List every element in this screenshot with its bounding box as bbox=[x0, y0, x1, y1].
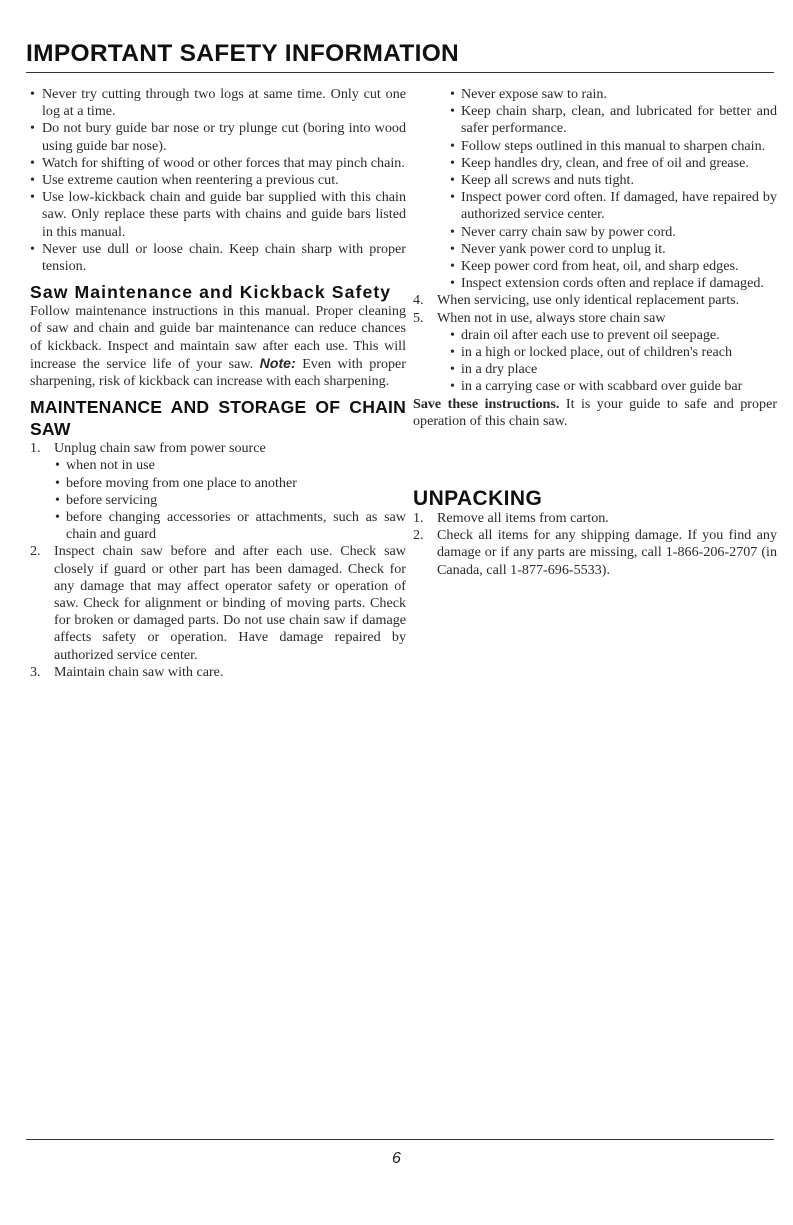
list-item: • Keep chain sharp, clean, and lubricated for better and safer performance. bbox=[413, 103, 777, 137]
item-number: 4. bbox=[413, 292, 424, 309]
save-instructions-paragraph bbox=[413, 396, 777, 430]
sub-list-item: • drain oil after each use to prevent oil seepage. bbox=[413, 327, 777, 344]
right-column bbox=[413, 86, 777, 579]
list-item: • Never carry chain saw by power cord. bbox=[413, 224, 777, 241]
footer-rule bbox=[26, 1139, 774, 1140]
list-item: • Use low-kickback chain and guide bar supplied with this chain saw. Only replace these parts with chains and guide bars listed in this manual. bbox=[30, 189, 406, 241]
sub-list-item: • before servicing bbox=[30, 492, 406, 509]
list-item: • Watch for shifting of wood or other forces that may pinch chain. bbox=[30, 155, 406, 172]
title-rule bbox=[26, 72, 774, 73]
sub-list-item: • in a dry place bbox=[413, 361, 777, 378]
note-text: Even with proper sharpening, risk of kickback can increase with each sharpening. bbox=[30, 355, 406, 390]
item-text: When not in use, always store chain saw bbox=[437, 309, 666, 326]
item-number: 2. bbox=[30, 543, 41, 560]
numbered-item-3 bbox=[30, 664, 406, 681]
unpacking-item-2 bbox=[413, 527, 777, 579]
item-number: 2. bbox=[413, 527, 424, 544]
item-text: Check all items for any shipping damage. If you find any damage or if any parts are missing, call 1-866-206-2707 (in Canada, call 1-877-696-5533). bbox=[437, 527, 777, 578]
sub-list-item: • when not in use bbox=[30, 457, 406, 474]
section-heading-maintenance-storage: MAINTENANCE AND STORAGE OF CHAIN SAW bbox=[30, 397, 406, 440]
item-text: Remove all items from carton. bbox=[437, 510, 609, 527]
sub-list-item: • before changing accessories or attachments, such as saw chain and guard bbox=[30, 509, 406, 543]
save-instructions-text: It is your guide to safe and proper operation of this chain saw. bbox=[413, 395, 778, 429]
page-number: 6 bbox=[392, 1150, 401, 1167]
item-text: Unplug chain saw from power source bbox=[54, 440, 266, 457]
item-number: 5. bbox=[413, 309, 424, 326]
saw-maintenance-text: Follow maintenance instructions in this manual. Proper cleaning of saw and chain and guide bar maintenance can reduce chances of kickback. Inspect and maintain saw after each use. This will increase the service life of your saw. bbox=[30, 303, 406, 372]
sub-list-item: • before moving from one place to another bbox=[30, 475, 406, 492]
item-number: 1. bbox=[413, 510, 424, 527]
list-item: • Inspect power cord often. If damaged, have repaired by authorized service center. bbox=[413, 189, 777, 223]
section-heading-saw-maintenance: Saw Maintenance and Kickback Safety bbox=[30, 282, 392, 303]
saw-maintenance-paragraph bbox=[30, 303, 406, 390]
sub-list-item: • in a carrying case or with scabbard over guide bar bbox=[413, 378, 777, 395]
sub-list-item: • in a high or locked place, out of children's reach bbox=[413, 344, 777, 361]
numbered-item-4 bbox=[413, 292, 777, 309]
numbered-item-2 bbox=[30, 543, 406, 663]
list-item: • Inspect extension cords often and replace if damaged. bbox=[413, 275, 777, 292]
unpacking-item-1 bbox=[413, 510, 777, 527]
list-item: • Never expose saw to rain. bbox=[413, 86, 777, 103]
item-number: 3. bbox=[30, 663, 41, 680]
list-item: • Keep all screws and nuts tight. bbox=[413, 172, 777, 189]
list-item: • Do not bury guide bar nose or try plunge cut (boring into wood using guide bar nose). bbox=[30, 120, 406, 154]
item-text: Maintain chain saw with care. bbox=[54, 663, 224, 680]
list-item: • Use extreme caution when reentering a previous cut. bbox=[30, 172, 406, 189]
note-label: Note: bbox=[259, 354, 296, 371]
page-title: IMPORTANT SAFETY INFORMATION bbox=[26, 40, 460, 67]
list-item: • Keep handles dry, clean, and free of oil and grease. bbox=[413, 155, 777, 172]
item-text: Inspect chain saw before and after each use. Check saw closely if guard or other part has been damaged. Check for any damage that may affect operator safety or operation of saw. Check for alignment or binding of moving parts. Check for broken or damaged parts. Do not use chain saw if damage affects safety or operation. Have damage repaired by authorized service center. bbox=[54, 543, 406, 663]
section-heading-unpacking: UNPACKING bbox=[413, 487, 543, 511]
left-column bbox=[30, 86, 406, 681]
list-item: • Never yank power cord to unplug it. bbox=[413, 241, 777, 258]
list-item: • Keep power cord from heat, oil, and sharp edges. bbox=[413, 258, 777, 275]
list-item: • Never try cutting through two logs at same time. Only cut one log at a time. bbox=[30, 86, 406, 120]
list-item: • Never use dull or loose chain. Keep chain sharp with proper tension. bbox=[30, 241, 406, 275]
item-number: 1. bbox=[30, 440, 41, 457]
numbered-item-1 bbox=[30, 440, 406, 457]
list-item: • Follow steps outlined in this manual to sharpen chain. bbox=[413, 138, 777, 155]
save-instructions-bold: Save these instructions. bbox=[413, 395, 560, 412]
item-text: When servicing, use only identical replacement parts. bbox=[437, 292, 740, 309]
numbered-item-5 bbox=[413, 310, 777, 327]
